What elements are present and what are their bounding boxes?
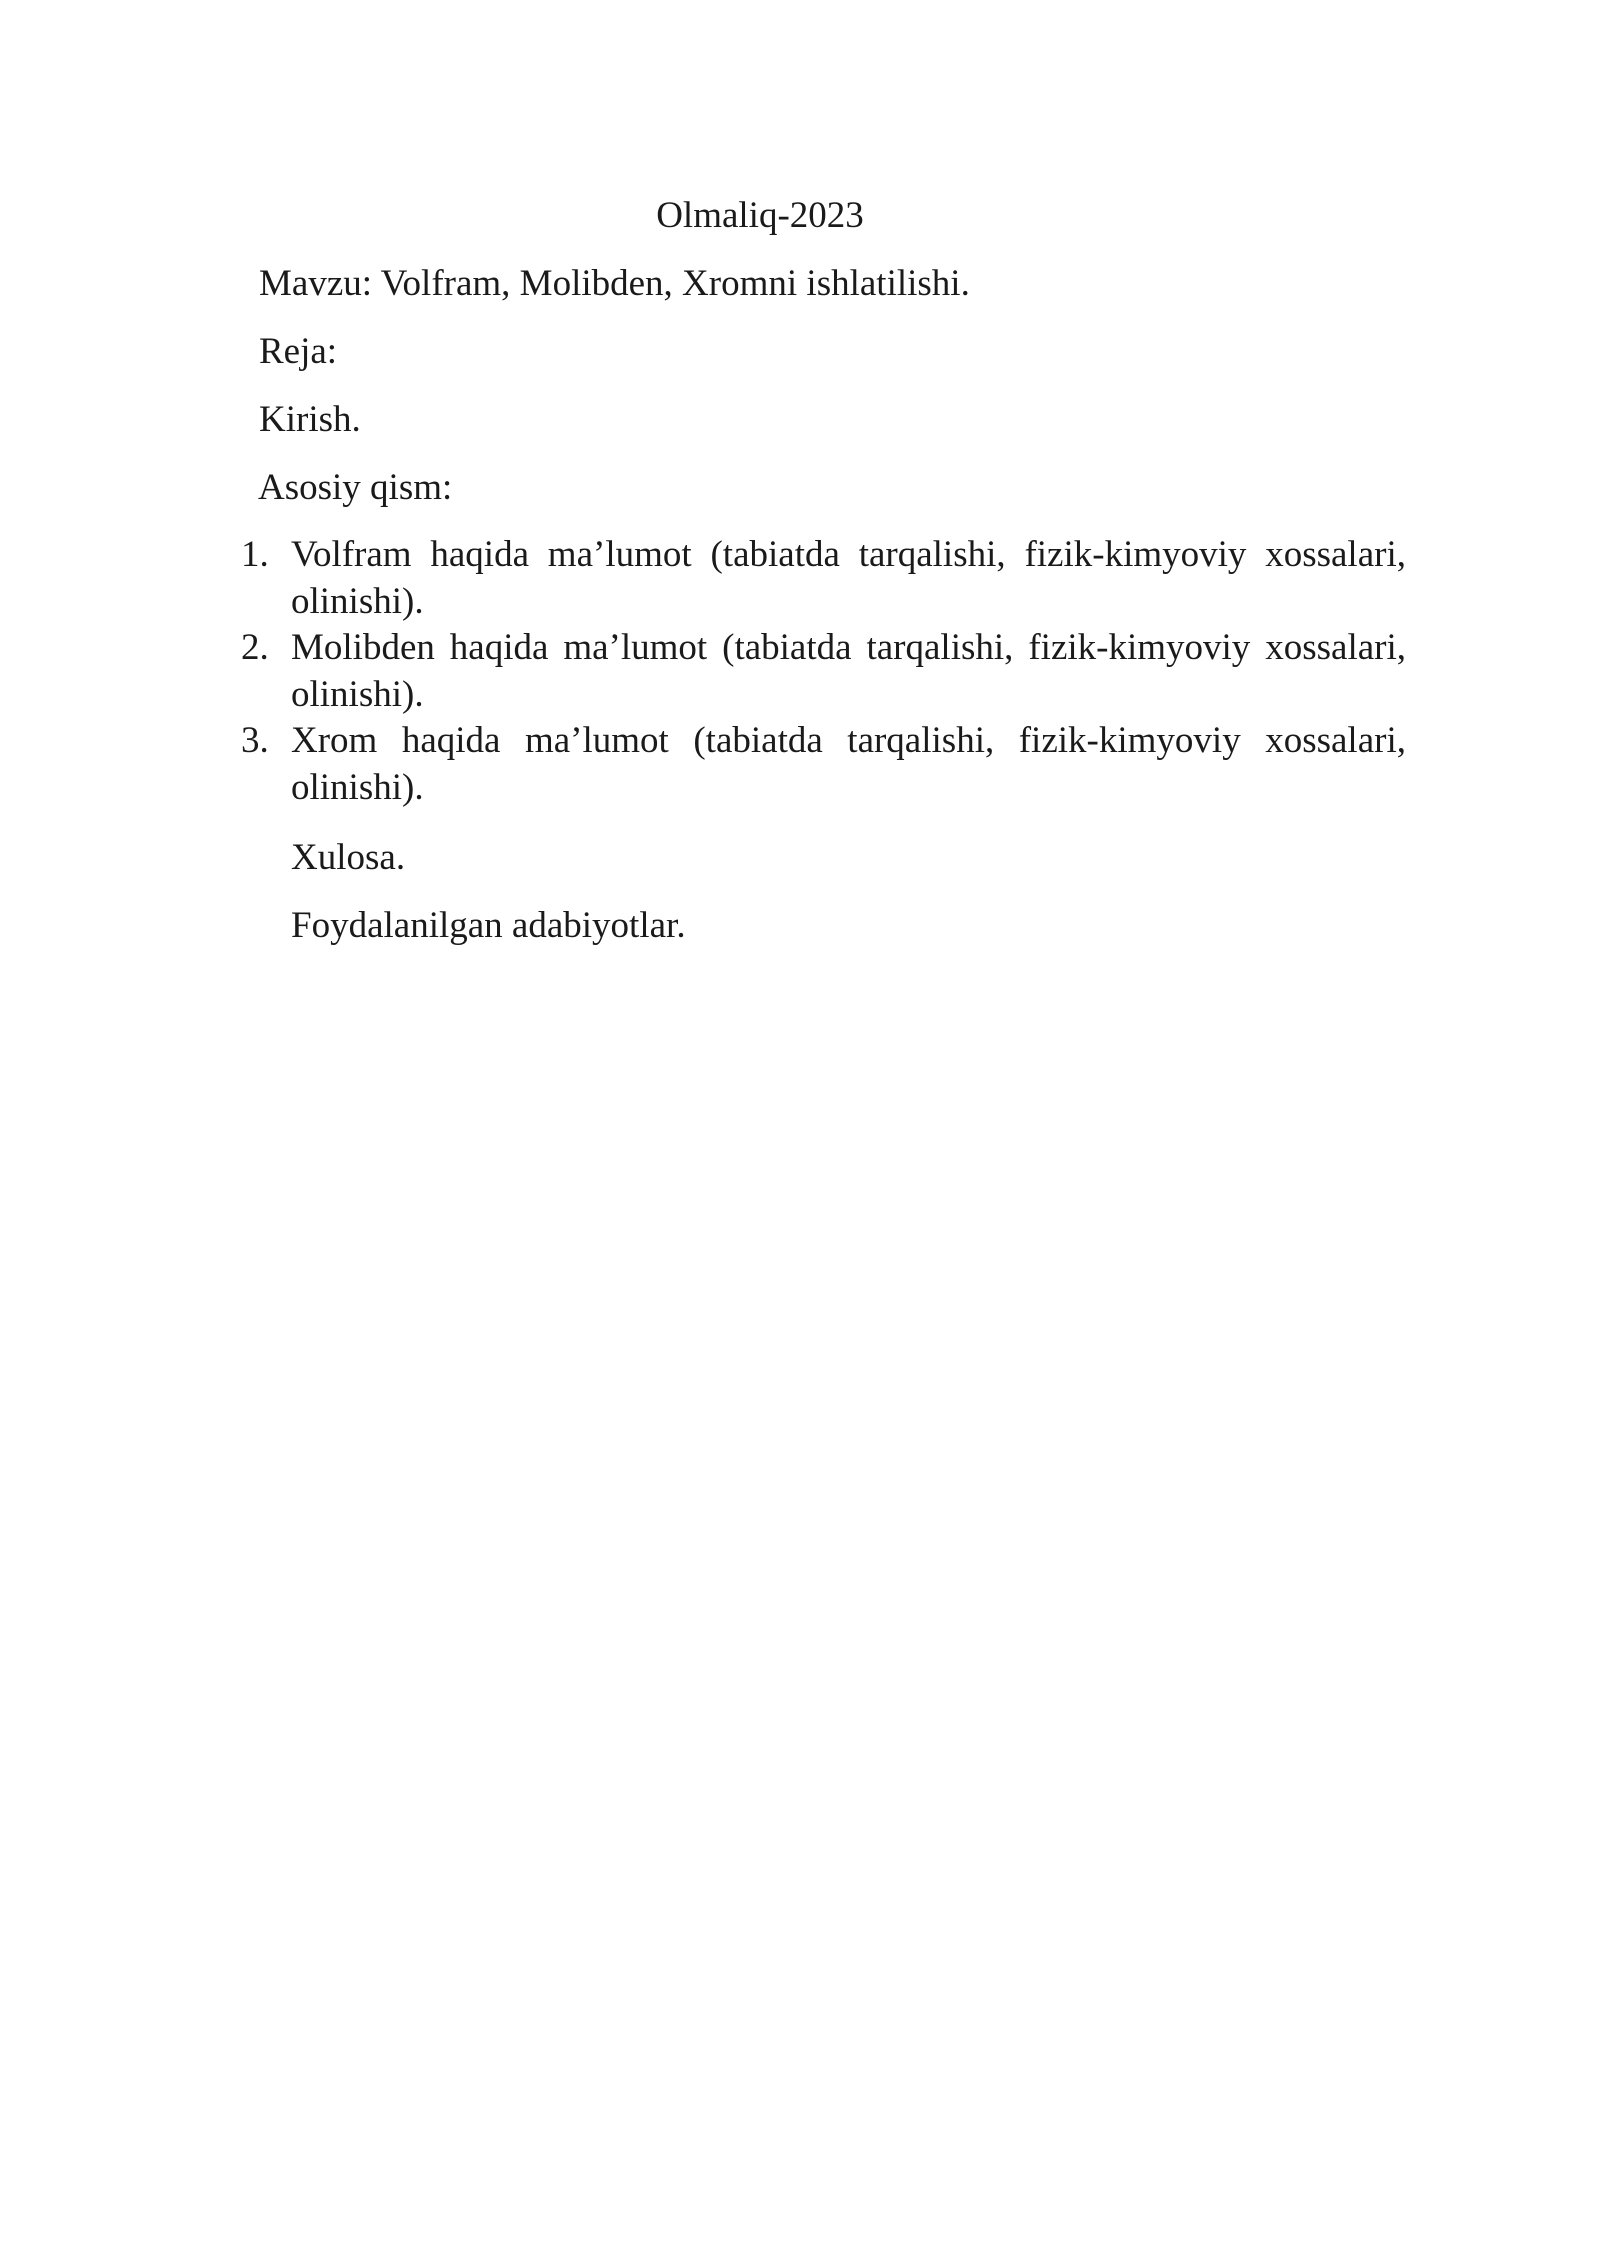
list-item-text: Xrom haqida ma’lumot (tabiatda tarqalishi, fizik-kimyoviy xossalari, olinishi).: [291, 720, 1406, 808]
introduction-line: Kirish.: [259, 399, 361, 440]
list-item-number: 2.: [241, 627, 269, 668]
list-item-number: 3.: [241, 720, 269, 761]
list-item-number: 1.: [241, 534, 269, 575]
topic-line: Mavzu: Volfram, Molibden, Xromni ishlatilishi.: [259, 263, 970, 304]
plan-list: [0, 532, 1600, 811]
list-item: [0, 718, 1600, 811]
page-title: Olmaliq-2023: [656, 195, 864, 236]
conclusion-line: Xulosa.: [291, 837, 406, 878]
list-item: [0, 625, 1600, 718]
references-line: Foydalanilgan adabiyotlar.: [291, 905, 686, 946]
list-item-text: Molibden haqida ma’lumot (tabiatda tarqalishi, fizik-kimyoviy xossalari, olinishi).: [291, 627, 1406, 715]
main-part-label: Asosiy qism:: [258, 467, 453, 508]
list-item-text: Volfram haqida ma’lumot (tabiatda tarqalishi, fizik-kimyoviy xossalari, olinishi).: [291, 534, 1406, 622]
list-item: [0, 532, 1600, 625]
plan-label: Reja:: [259, 331, 338, 372]
